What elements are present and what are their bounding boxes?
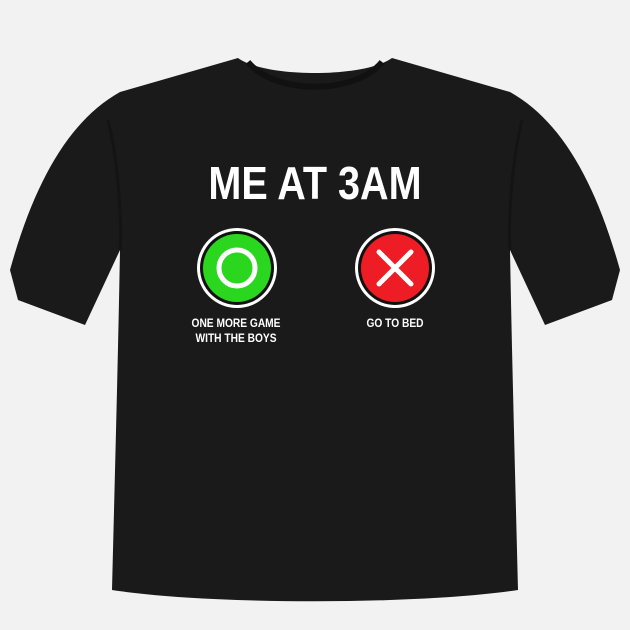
circle-button-icon: [197, 228, 277, 308]
label-line: WITH THE BOYS: [195, 331, 277, 345]
label-line: ONE MORE GAME: [191, 316, 281, 330]
cross-button-icon: [355, 228, 435, 308]
option-label-bed: [336, 316, 455, 331]
label-line: GO TO BED: [366, 316, 424, 330]
shirt-title: ME AT 3AM: [208, 157, 422, 209]
option-label-game: [177, 316, 296, 346]
